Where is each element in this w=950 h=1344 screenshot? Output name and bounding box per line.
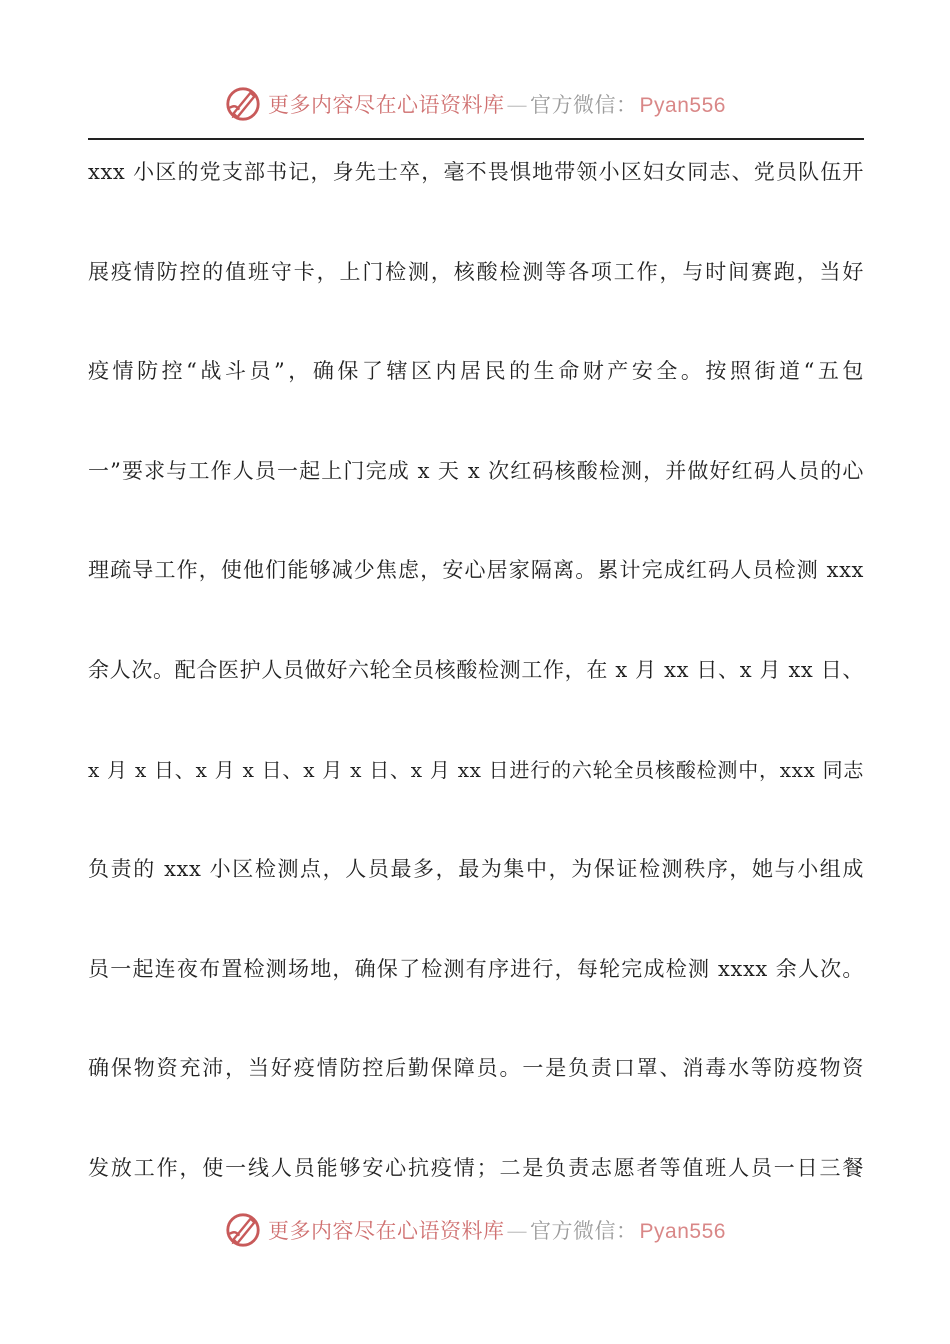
text-line: 理疏导工作，使他们能够减少焦虑，安心居家隔离。累计完成红码人员检测 xxx <box>88 558 864 583</box>
text-line: 确保物资充沛，当好疫情防控后勤保障员。一是负责口罩、消毒水等防疫物资 <box>88 1056 864 1081</box>
watermark-text <box>268 89 726 119</box>
watermark-id: Pyan556 <box>639 94 726 117</box>
text-line: 发放工作，使一线人员能够安心抗疫情；二是负责志愿者等值班人员一日三餐 <box>88 1155 864 1180</box>
footer-watermark <box>0 1208 950 1252</box>
text-line: 余人次。配合医护人员做好六轮全员核酸检测工作，在 x 月 xx 日、x 月 xx 日、 <box>88 657 864 682</box>
text-line: 员一起连夜布置检测场地，确保了检测有序进行，每轮完成检测 xxxx 余人次。 <box>88 956 864 981</box>
watermark-main: 更多内容尽在心语资料库 <box>268 93 505 117</box>
body-paragraph <box>88 150 864 1246</box>
header-watermark <box>0 82 950 126</box>
pen-logo-icon <box>224 85 262 123</box>
watermark-dash: — <box>506 1219 529 1243</box>
watermark-text <box>268 1215 726 1245</box>
text-line: 一”要求与工作人员一起上门完成 x 天 x 次红码核酸检测，并做好红码人员的心 <box>88 458 864 483</box>
header-rule <box>88 138 864 140</box>
watermark-official: 官方微信： <box>530 1219 638 1243</box>
text-line: 疫情防控“战斗员”，确保了辖区内居民的生命财产安全。按照街道“五包 <box>88 359 864 384</box>
text-line: 展疫情防控的值班守卡，上门检测，核酸检测等各项工作，与时间赛跑，当好 <box>88 259 864 284</box>
watermark-dash: — <box>506 93 529 117</box>
watermark-id: Pyan556 <box>639 1220 726 1243</box>
text-line: xxx 小区的党支部书记，身先士卒，毫不畏惧地带领小区妇女同志、党员队伍开 <box>88 160 864 184</box>
watermark-official: 官方微信： <box>530 93 638 117</box>
text-line: x 月 x 日、x 月 x 日、x 月 x 日、x 月 xx 日进行的六轮全员核酸检测中，xxx 同志 <box>88 757 864 782</box>
text-line: 负责的 xxx 小区检测点，人员最多，最为集中，为保证检测秩序，她与小组成 <box>88 857 864 882</box>
pen-logo-icon <box>224 1211 262 1249</box>
watermark-main: 更多内容尽在心语资料库 <box>268 1219 505 1243</box>
